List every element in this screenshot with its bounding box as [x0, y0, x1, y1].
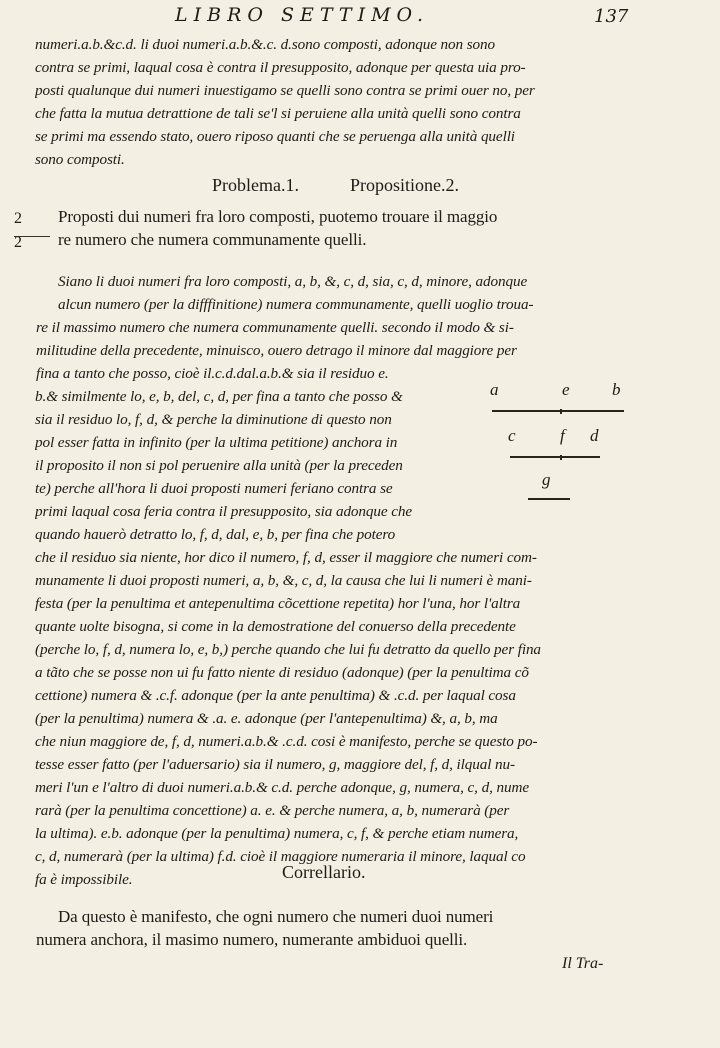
corollary-title: Correllario.	[282, 862, 366, 882]
text-line: fa è impossibile.	[35, 871, 133, 888]
text-line: cettione) numera & .c.f. adonque (per la ante penultima) & .c.d. per laqual cosa	[35, 687, 516, 704]
text-line: rarà (per la penultima concettione) a. e. & perche numera, a, b, numerarà (per	[35, 802, 510, 819]
text-line: posti qualunque dui numeri inuestigamo se quelli sono contra se primi ouer no, per	[35, 82, 535, 99]
text-line: che il residuo sia niente, hor dico il numero, f, d, esser il maggiore che numeri com-	[35, 549, 537, 566]
segment-g	[528, 498, 570, 500]
proof-paragraph-start	[36, 270, 628, 385]
text-line: sia il residuo lo, f, d, & perche la diminutione di questo non	[35, 411, 392, 428]
text-line: quante uolte bisogna, si come in la demostratione del conuerso della precedente	[35, 618, 516, 635]
text-line: numera anchora, il masimo numero, numerante ambiduoi quelli.	[36, 930, 468, 949]
text-line: a tãto che se posse non ui fu fatto niente di residuo (adonque) (per la penultima cõ	[35, 664, 529, 681]
text-line: numeri.a.b.&c.d. li duoi numeri.a.b.&.c. d.sono composti, adonque non sono	[35, 36, 496, 53]
running-title: LIBRO SETTIMO.	[175, 4, 430, 26]
corollary-text	[36, 905, 633, 951]
text-line: che fatta la mutua detrattione de tali se'l si peruiene alla unità quelli sono contra	[35, 105, 521, 122]
text-line: alcun numero (per la difffinitione) numera communamente, quelli uoglio troua-	[58, 296, 534, 313]
figure-label-e: e	[562, 380, 570, 399]
margin-number: 2	[14, 210, 22, 227]
text-line: pol esser fatta in infinito (per la ultima petitione) anchora in	[35, 434, 398, 451]
text-line: Siano li duoi numeri fra loro composti, a, b, &, c, d, sia, c, d, minore, adonque	[58, 273, 528, 290]
text-line: quando hauerò detratto lo, f, d, dal, e, b, per fina che potero	[35, 526, 396, 543]
proposition-statement	[58, 205, 628, 251]
text-line: contra se primi, laqual cosa è contra il presupposito, adonque per questa uia pro-	[35, 59, 526, 76]
text-line: Proposti dui numeri fra loro composti, puotemo trouare il maggio	[58, 207, 498, 226]
problem-label: Problema.1.	[212, 175, 299, 195]
figure-label-c: c	[508, 426, 516, 445]
text-line: (per la penultima) numera & .a. e. adonque (per l'antepenultima) &, a, b, ma	[35, 710, 498, 727]
text-line: re numero che numera communamente quelli.	[58, 230, 367, 249]
line-segment-figure	[490, 376, 636, 516]
text-line: il proposito il non si pol peruenire alla unità (per la preceden	[35, 457, 403, 474]
figure-label-b: b	[612, 380, 621, 399]
proof-paragraph-rest	[35, 546, 627, 891]
text-line: militudine della precedente, minuisco, ouero detrago il minore dal maggiore per	[36, 342, 517, 359]
text-line: fina a tanto che posso, cioè il.c.d.dal.a.b.& sia il residuo e.	[36, 365, 389, 382]
segment-ab	[492, 410, 624, 412]
text-line: meri l'un e l'altro di duoi numeri.a.b.& c.d. perche adonque, g, numera, c, d, nume	[35, 779, 529, 796]
text-line: te) perche all'hora li duoi proposti numeri feriano contra se	[35, 480, 393, 497]
text-line: se primi ma essendo stato, ouero riposo quanti che se peruenga alla unità quelli	[35, 128, 515, 145]
segment-tick	[560, 409, 562, 414]
text-line: munamente li duoi proposti numeri, a, b, &, c, d, la causa che lui li numeri è mani-	[35, 572, 532, 589]
text-line: Da questo è manifesto, che ogni numero che numeri duoi numeri	[58, 907, 494, 926]
text-line: la ultima). e.b. adonque (per la penultima) numera, c, f, & perche etiam numera,	[35, 825, 519, 842]
text-line: tesse esser fatto (per l'aduersario) sia il numero, g, maggiore del, f, d, ilqual nu-	[35, 756, 516, 773]
figure-label-g: g	[542, 470, 551, 489]
segment-tick	[560, 455, 562, 460]
text-line: primi laqual cosa feria contra il presupposito, sia adonque che	[35, 503, 413, 520]
figure-label-f: f	[560, 426, 565, 445]
text-line: re il massimo numero che numera communamente quelli. secondo il modo & si-	[36, 319, 514, 336]
margin-number: 2	[14, 234, 22, 251]
text-line: festa (per la penultima et antepenultima cõcettione repetita) hor l'una, hor l'altra	[35, 595, 521, 612]
page-number: 137	[594, 6, 629, 27]
text-line: (perche lo, f, d, numera lo, e, b,) perche quando che lui fu detratto da quello per fina	[35, 641, 541, 658]
figure-label-a: a	[490, 380, 499, 399]
catchword: Il Tra-	[562, 955, 604, 972]
segment-cd	[510, 456, 600, 458]
intro-paragraph	[35, 33, 627, 171]
text-line: c, d, numerarà (per la ultima) f.d. cioè il maggiore numeraria il minore, laqual co	[35, 848, 526, 865]
text-line: b.& similmente lo, e, b, del, c, d, per fina a tanto che posso &	[35, 388, 403, 405]
figure-label-d: d	[590, 426, 599, 445]
text-line: che niun maggiore de, f, d, numeri.a.b.& .c.d. cosi è manifesto, perche se questo po-	[35, 733, 538, 750]
text-line: sono composti.	[35, 151, 125, 168]
proposition-label: Propositione.2.	[350, 175, 460, 195]
